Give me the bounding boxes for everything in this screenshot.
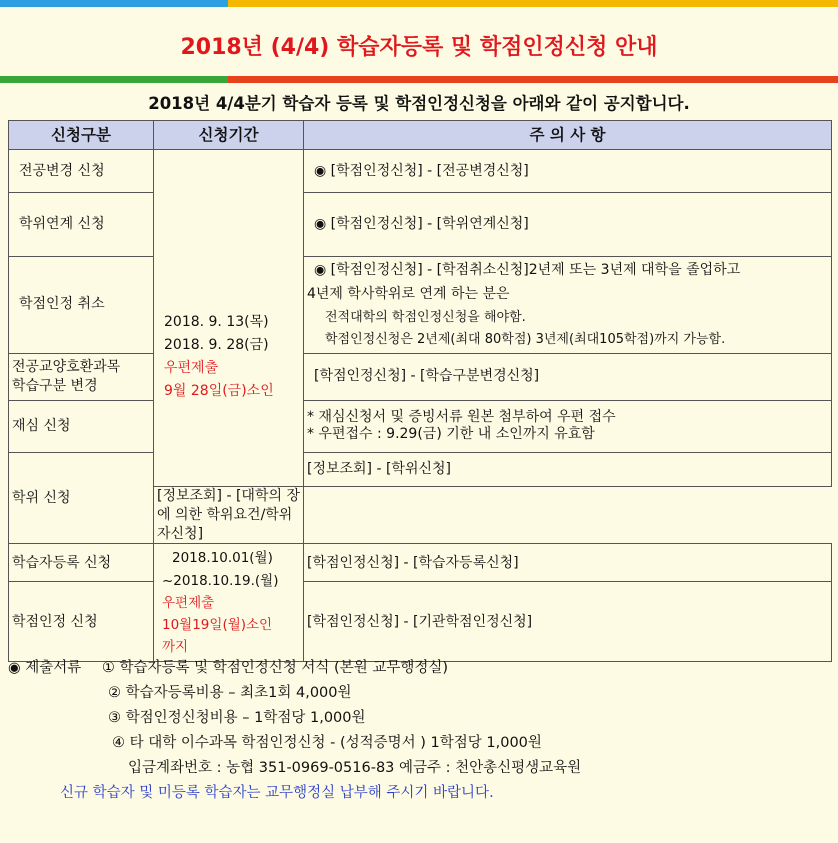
note-line: * 재심신청서 및 증빙서류 원본 첨부하여 우편 접수 [307, 408, 616, 425]
schedule-table [8, 120, 832, 662]
closing-notice: 신규 학습자 및 미등록 학습자는 교무행정실 납부해 주시기 바랍니다. [60, 785, 494, 801]
period1-line3: 우편제출 [164, 359, 219, 376]
period2-line2: ~2018.10.19.(월) [162, 572, 279, 589]
note-cell: ◉ [학점인정신청] - [전공변경신청] [304, 150, 832, 193]
note-cell [304, 400, 832, 452]
note-cell: [정보조회] - [학위신청] [304, 452, 832, 486]
note-cell [304, 257, 832, 354]
note-line: 학점인정신청은 2년제(최대 80학점) 3년제(최대105학점)까지 가능함. [325, 331, 726, 347]
note-cell: [학점인정신청] - [학습자등록신청] [304, 544, 832, 582]
note-cell: [학점인정신청] - [기관학점인정신청] [304, 582, 832, 662]
documents-section [8, 656, 830, 806]
header-category: 신청구분 [9, 121, 154, 150]
period2-line5: 까지 [162, 639, 189, 656]
documents-item: ③ 학점인정신청비용 – 1학점당 1,000원 [108, 710, 366, 726]
page-title: 2018년 (4/4) 학습자등록 및 학점인정신청 안내 [180, 34, 658, 60]
table-row [9, 582, 832, 662]
mid-bar-orange [228, 76, 838, 83]
documents-item: ① 학습자등록 및 학점인정신청 서식 (본원 교무행정실) [101, 660, 449, 676]
note-line: * 우편접수 : 9.29(금) 기한 내 소인까지 유효함 [307, 426, 595, 443]
period2-line1: 2018.10.01(월) [172, 550, 273, 567]
middle-color-bar [0, 76, 838, 83]
category-cell: 학점인정 취소 [9, 257, 154, 354]
category-line: 학습구분 변경 [12, 377, 98, 394]
period2-line3: 우편제출 [162, 594, 215, 611]
period2-line4: 10월19일(월)소인 [162, 617, 273, 634]
category-line: 전공교양호환과목 [12, 358, 121, 375]
category-cell: 학습자등록 신청 [9, 544, 154, 582]
top-bar-yellow [228, 0, 838, 7]
category-cell: 학위 신청 [9, 452, 154, 544]
mid-bar-green [0, 76, 228, 83]
category-cell [9, 353, 154, 400]
period1-line2: 2018. 9. 28(금) [164, 337, 269, 353]
period1-line4: 9월 28일(금)소인 [164, 382, 274, 399]
category-cell: 학점인정 신청 [9, 582, 154, 662]
documents-item: ④ 타 대학 이수과목 학점인정신청 - (성적증명서 ) 1학점당 1,000원 [112, 735, 542, 751]
note-line: 전적대학의 학점인정신청을 해야함. [325, 309, 526, 325]
period-cell-1 [154, 150, 304, 487]
period-cell-2 [154, 544, 304, 662]
table-row [9, 193, 832, 257]
note-cell: [정보조회] - [대학의 장에 의한 학위요건/학위자신청] [154, 486, 304, 544]
account-info: 입금계좌번호 : 농협 351-0969-0516-83 예금주 : 천안총신평생교육원 [128, 760, 582, 776]
note-line: 4년제 학사학위로 연계 하는 분은 [307, 285, 510, 302]
category-cell: 전공변경 신청 [9, 150, 154, 193]
table-row [9, 257, 832, 354]
table-row [9, 150, 832, 193]
documents-label: ◉ 제출서류 [8, 660, 82, 676]
notice-text: 2018년 4/4분기 학습자 등록 및 학점인정신청을 아래와 같이 공지합니다. [148, 94, 690, 113]
category-cell: 재심 신청 [9, 400, 154, 452]
documents-item: ② 학습자등록비용 – 최초1회 4,000원 [108, 685, 352, 701]
note-cell: [학점인정신청] - [학습구분변경신청] [304, 353, 832, 400]
note-line: ◉ [학점인정신청] - [학점취소신청]2년제 또는 3년제 대학을 졸업하고 [314, 262, 741, 278]
table-row [9, 544, 832, 582]
period1-line1: 2018. 9. 13(목) [164, 314, 269, 331]
note-cell: ◉ [학점인정신청] - [학위연계신청] [304, 193, 832, 257]
title-box [6, 14, 832, 76]
header-notes: 주 의 사 항 [304, 121, 832, 150]
table-row [9, 353, 832, 400]
top-bar-blue [0, 0, 228, 7]
top-color-bar [0, 0, 838, 7]
table-header-row [9, 121, 832, 150]
category-cell: 학위연계 신청 [9, 193, 154, 257]
documents-row [8, 656, 830, 681]
table-row [9, 400, 832, 452]
table-row [9, 452, 832, 486]
header-period: 신청기간 [154, 121, 304, 150]
